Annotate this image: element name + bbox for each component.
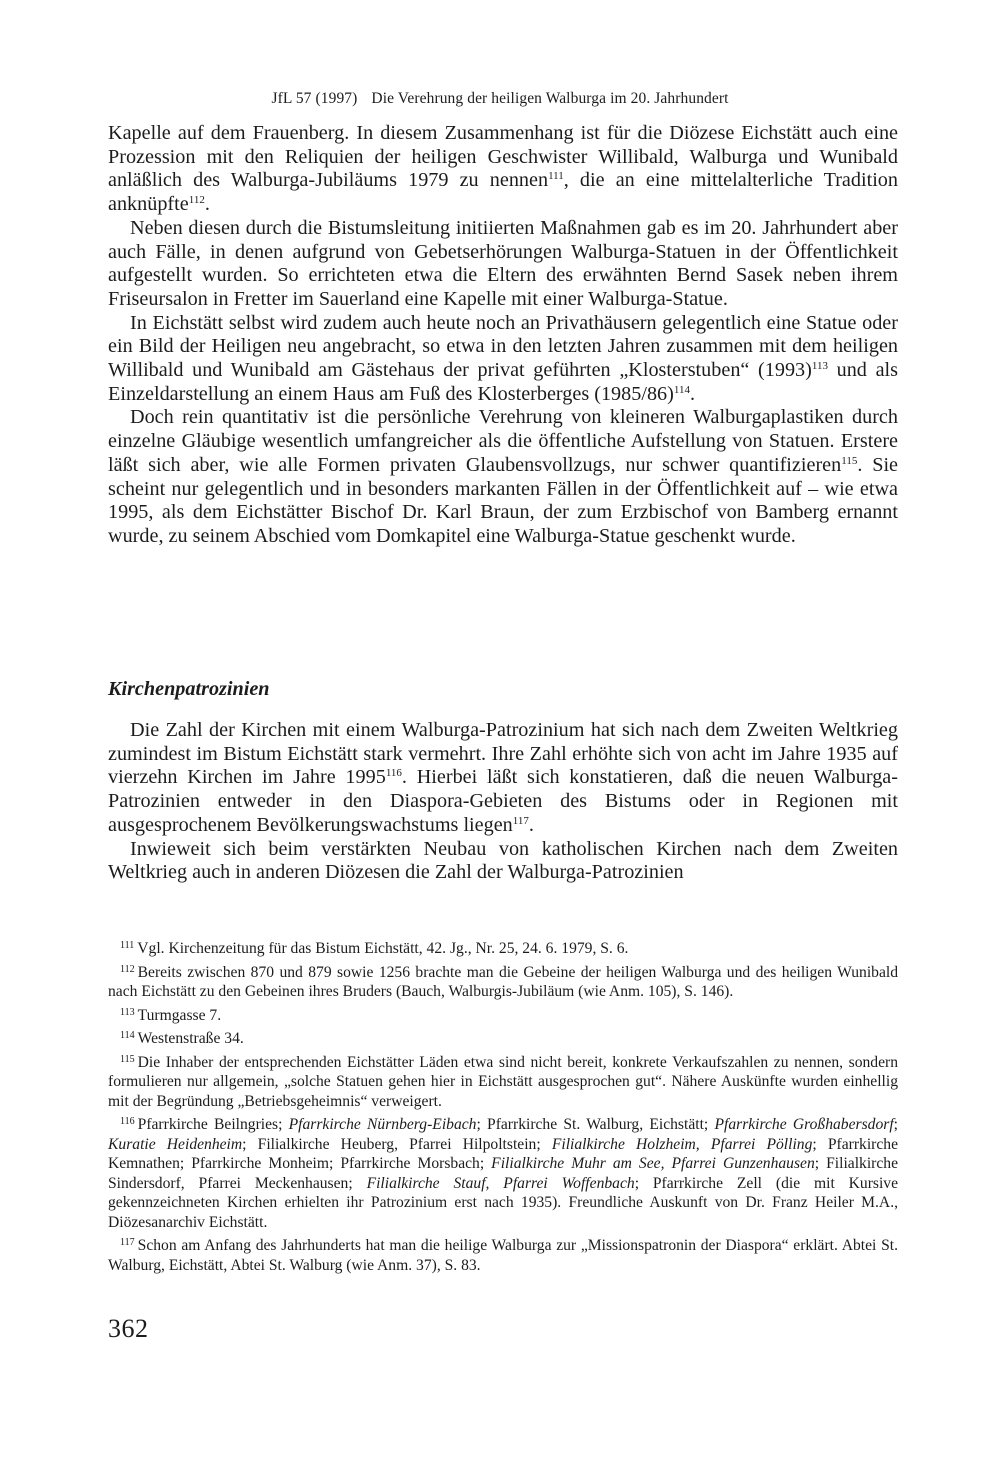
section-body-text <box>108 719 898 885</box>
footnote: $^{113}$ Turmgasse 7. <box>120 1006 222 1024</box>
footnote-number: 114 <box>120 1030 135 1041</box>
article-title: Die Verehrung der heiligen Walburga im 20. Jahrhundert <box>371 90 729 107</box>
footnote-ref: 111 <box>548 170 564 183</box>
footnote-number: 117 <box>120 1237 135 1248</box>
footnote-ref: 116 <box>385 767 402 780</box>
footnote-number: 112 <box>120 963 135 975</box>
footnote: $^{117}$ Schon am Anfang des Jahrhunderts hat man die heilige Walburga zur „Missionspatronin der Diaspora“ erklärt. Abtei St. Walburg, Eichstätt, Abtei St. Walburg (wie Anm. 37), S. 83. <box>108 1237 898 1274</box>
footnote-number: 116 <box>120 1116 135 1127</box>
footnote: $^{115}$ Die Inhaber der entsprechenden Eichstätter Läden etwa sind nicht bereit, konkrete Verkaufszahlen zu nennen, sondern formulieren nur allgemein, „solche Statuen gehen hier in Eichstätt ausgesprochen gut“. Nähere Auskünfte wurden einhellig mit der Begründung „Betriebsgeheimnis“ verweigert. <box>108 1053 898 1110</box>
footnote: $^{116}$ Pfarrkirche Beilngries; Pfarrkirche Nürnberg-Eibach; Pfarrkirche St. Walburg, Eichstätt; Pfarrkirche Großhabersdorf; Kuratie Heidenheim; Filialkirche Heuberg, Pfarrei Hilpoltstein; Filialkirche Holzheim, Pfarrei Pölling; Pfarrkirche Kemnathen; Pfarrkirche Monheim; Pfarrkirche Morsbach; Filialkirche Muhr am See, Pfarrei Gunzenhausen; Filialkirche Sindersdorf, Pfarrei Meckenhausen; Filialkirche Stauf, Pfarrei Woffenbach; Pfarrkirche Zell (die mit Kursive gekennzeichneten Kirchen erhielten ihr Patrozinium erst nach 1935). Freundliche Auskunft von Dr. Franz Heiler M.A., Diözesanarchiv Eichstätt. <box>108 1116 899 1231</box>
running-header <box>0 90 1000 108</box>
paragraph: Neben diesen durch die Bistumsleitung initiierten Maßnahmen gab es im 20. Jahrhundert aber auch Fälle, in denen aufgrund von Gebetserhörungen Walburga-Statuen in der Öffentlichkeit aufgestellt wurden. So errichteten etwa die Eltern des erwähnten Bernd Sasek neben ihrem Friseursalon in Fretter im Sauerland eine Kapelle mit einer Walburga-Statue. <box>108 216 898 310</box>
footnote-ref: 112 <box>188 194 205 207</box>
footnote-number: 111 <box>120 940 135 951</box>
footnote: $^{114}$ Westenstraße 34. <box>120 1030 244 1047</box>
footnote-ref: 115 <box>841 454 858 467</box>
footnote: $^{112}$ Bereits zwischen 870 und 879 sowie 1256 brachte man die Gebeine der heiligen Walburga und des heiligen Wunibald nach Eichstätt zu den Gebeinen ihres Bruders (Bauch, Walburgis-Jubiläum (wie Anm. 105), S. 146). <box>108 963 898 1000</box>
section-heading: Kirchenpatrozinien <box>108 678 270 700</box>
paragraph: Die Zahl der Kirchen mit einem Walburga-Patrozinium hat sich nach dem Zweiten Weltkrieg zumindest im Bistum Eichstätt stark vermehrt. Ihre Zahl erhöhte sich von acht im Jahre 1935 auf vierzehn Kirchen im Jahre 1995$^{116}$. Hierbei läßt sich konstatieren, daß die neuen Walburga-Patrozinien entweder in den Diaspora-Gebieten des Bistums oder in Regionen mit ausgesprochenem Bevölkerungswachstums liegen$^{117}$. <box>108 719 898 836</box>
paragraph: Doch rein quantitativ ist die persönliche Verehrung von kleineren Walburgaplastiken durch einzelne Gläubige wesentlich umfangreicher als die öffentliche Aufstellung von Statuen. Erstere läßt sich aber, wie alle Formen privaten Glaubensvollzugs, nur schwer quantifizieren$^{115}$. Sie scheint nur gelegentlich und in besonders markanten Fällen in der Öffentlichkeit auf – wie etwa 1995, als dem Eichstätter Bischof Dr. Karl Braun, der zum Erzbischof von Bamberg ernannt wurde, zu seinem Abschied vom Domkapitel eine Walburga-Statue geschenkt wurde. <box>108 406 899 547</box>
footnotes <box>108 939 898 1279</box>
paragraph: In Eichstätt selbst wird zudem auch heute noch an Privathäusern gelegentlich eine Statue oder ein Bild der Heiligen neu angebracht, so etwa in den letzten Jahren zusammen mit dem heiligen Willibald und Wunibald am Gästehaus der privat geführten „Klosterstuben“ $(1993)^{113}$ und als Einzeldarstellung an einem Haus am Fuß des Klosterberges $(1985/86)^{114}$. <box>108 311 898 405</box>
paragraph: Kapelle auf dem Frauenberg. In diesem Zusammenhang ist für die Diözese Eichstätt auch eine Prozession mit den Reliquien der heiligen Geschwister Willibald, Walburga und Wunibald anläßlich des Walburga-Jubiläums 1979 zu nennen$^{111}$, die an eine mittelalterliche Tradition anknüpfte$^{112}$. <box>108 122 898 216</box>
footnote-ref: 113 <box>811 360 828 373</box>
footnote: $^{111}$ Vgl. Kirchenzeitung für das Bistum Eichstätt, 42. Jg., Nr. 25, 24. 6. 1979, S. 6. <box>120 940 629 957</box>
page-number: 362 <box>108 1314 149 1343</box>
footnote-ref: 114 <box>673 383 690 396</box>
paragraph: Inwieweit sich beim verstärkten Neubau von katholischen Kirchen nach dem Zweiten Weltkrieg auch in anderen Diözesen die Zahl der Walburga-Patrozinien <box>108 837 898 884</box>
body-text <box>108 122 898 549</box>
footnote-number: 113 <box>120 1006 135 1018</box>
footnote-ref: 117 <box>512 814 529 827</box>
journal-reference: JfL 57 (1997) <box>271 90 358 107</box>
footnote-number: 115 <box>120 1053 135 1065</box>
